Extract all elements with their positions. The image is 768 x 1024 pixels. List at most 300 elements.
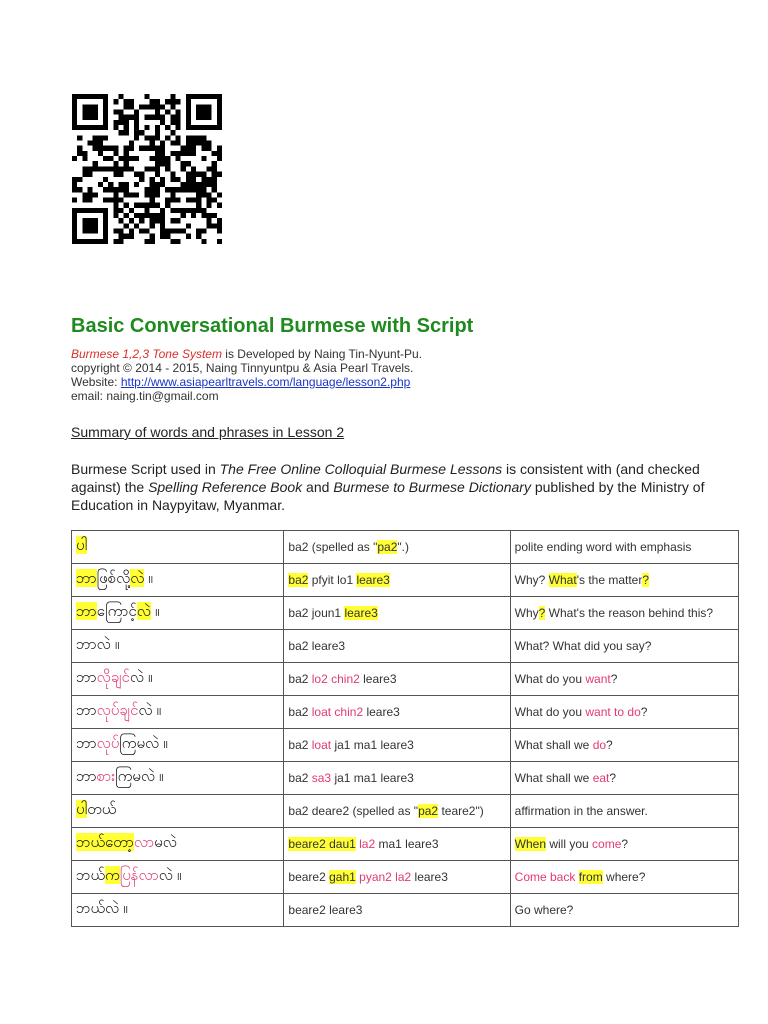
qr-module [212,161,217,166]
qr-module [103,120,108,125]
qr-module [191,182,196,187]
qr-module [212,125,217,130]
qr-module [103,234,108,239]
text-segment: ".) [397,540,409,554]
qr-module [113,125,118,130]
text-segment: ? [640,705,648,719]
qr-module [119,187,124,192]
qr-module [98,94,103,99]
qr-module [113,120,118,125]
qr-module [212,213,217,218]
qr-module [170,218,175,223]
text-segment: ba2 [288,738,312,752]
english-cell [510,894,738,927]
intro-paragraph [71,460,721,514]
qr-module [103,213,108,218]
qr-module [72,177,77,182]
qr-module [150,99,155,104]
qr-module [139,213,144,218]
qr-module [119,94,124,99]
qr-module [170,99,175,104]
burmese-cell-text [76,800,116,818]
burmese-cell-text [76,602,159,620]
burmese-cell-text [76,635,119,653]
romanization-cell-text [288,804,483,818]
text-segment: affirmation in the answer. [514,804,648,818]
qr-module [113,208,118,213]
english-cell [510,630,738,663]
text-segment: eat [592,771,610,785]
qr-module [186,115,191,120]
text-segment: When [514,837,547,851]
qr-module [175,156,180,161]
qr-module [170,94,175,99]
qr-module [144,203,149,208]
qr-module [212,94,217,99]
qr-module [150,177,155,182]
qr-module [124,125,129,130]
page-title: Basic Conversational Burmese with Script [71,315,474,337]
qr-module [150,192,155,197]
qr-module [160,223,165,228]
intro-book-1: The Free Online Colloquial Burmese Lessons [219,461,503,477]
text-segment: where? [602,870,646,884]
romanization-cell [284,564,510,597]
qr-module [160,151,165,156]
qr-module [201,156,206,161]
qr-module [119,156,124,161]
qr-module [113,172,118,177]
qr-module [175,197,180,202]
qr-module [175,99,180,104]
qr-module [124,130,129,135]
qr-module [82,172,87,177]
qr-module [72,99,77,104]
qr-module [119,239,124,244]
text-segment: What [548,573,577,587]
qr-module [186,208,191,213]
text-segment: gah1 [329,870,356,884]
qr-module [196,208,201,213]
qr-module [196,187,201,192]
qr-module [217,156,222,161]
text-segment: want to do [585,705,641,719]
qr-module [186,120,191,125]
qr-module [88,228,93,233]
qr-module [124,182,129,187]
table-row [72,861,739,894]
text-segment: Why? [514,573,549,587]
text-segment: leare3 [411,870,448,884]
qr-module [98,182,103,187]
qr-module [129,208,134,213]
qr-module [108,182,113,187]
qr-module [201,115,206,120]
intro-book-3: Burmese to Burmese Dictionary [333,479,531,495]
qr-module [77,146,82,151]
text-segment: ။ [114,635,120,653]
burmese-cell [72,861,284,894]
romanization-cell [284,597,510,630]
qr-module [72,110,77,115]
qr-module [191,187,196,192]
romanization-cell [284,861,510,894]
text-segment: beare2 leare3 [288,903,363,917]
qr-module [72,228,77,233]
qr-module [119,115,124,120]
text-segment: ။ [163,734,168,752]
text-segment: ။ [123,899,128,917]
qr-module [103,125,108,130]
qr-module [160,228,165,233]
qr-module [212,151,217,156]
text-segment: ? [642,573,650,587]
intro-text-1: Burmese Script used in [71,461,220,477]
qr-module [82,223,87,228]
qr-module [82,192,87,197]
english-cell [510,861,738,894]
qr-module [93,192,98,197]
text-segment: What? What did you say? [514,639,652,653]
qr-module [144,166,149,171]
text-segment: will you [546,837,593,851]
romanization-cell [284,729,510,762]
qr-module [72,104,77,109]
qr-module [134,213,139,218]
qr-module [124,99,129,104]
text-segment: လာ [133,833,155,851]
qr-module [72,197,77,202]
burmese-cell-text [76,866,181,884]
text-segment: လဲ [129,668,144,686]
text-segment: ba2 deare2 (spelled as " [288,804,419,818]
text-segment: 's the matter [576,573,643,587]
qr-module [170,115,175,120]
english-cell [510,828,738,861]
qr-module [206,141,211,146]
qr-module [155,156,160,161]
qr-module [144,115,149,120]
table-row [72,894,739,927]
qr-code-icon [72,94,222,244]
english-cell-text [515,771,616,785]
burmese-cell-text [76,899,128,917]
romanization-cell-text [288,738,413,752]
text-segment: Go where? [514,903,574,917]
qr-module [206,146,211,151]
qr-module [165,197,170,202]
romanization-cell [284,795,510,828]
text-segment: ? [621,837,629,851]
qr-module [113,197,118,202]
qr-module [186,223,191,228]
burmese-cell-text [76,701,161,719]
qr-module [93,115,98,120]
qr-module [196,197,201,202]
qr-module [119,182,124,187]
qr-module [93,94,98,99]
qr-module [129,234,134,239]
qr-module [206,223,211,228]
qr-module [160,141,165,146]
qr-module [103,104,108,109]
table-row [72,696,739,729]
qr-module [201,208,206,213]
qr-module [217,218,222,223]
qr-module [93,104,98,109]
text-segment: ။ [156,701,161,719]
text-segment: ba2 leare3 [288,639,346,653]
qr-module [175,115,180,120]
qr-module [77,177,82,182]
qr-module [186,135,191,140]
romanization-cell [284,531,510,564]
qr-module [93,228,98,233]
text-segment: la2 [359,837,376,851]
qr-module [181,161,186,166]
text-segment: ? [538,606,546,620]
qr-module [201,177,206,182]
qr-module [88,115,93,120]
qr-module [175,228,180,233]
qr-module [72,120,77,125]
qr-module [103,146,108,151]
qr-module [170,141,175,146]
qr-module [201,172,206,177]
burmese-cell-text [76,767,163,785]
qr-module [150,135,155,140]
qr-module [77,151,82,156]
qr-module [201,146,206,151]
qr-module [186,104,191,109]
english-cell-text [515,540,692,554]
qr-module [113,187,118,192]
table-row [72,762,739,795]
qr-module [129,218,134,223]
qr-module [155,151,160,156]
qr-module [82,166,87,171]
romanization-cell-text [288,573,389,587]
qr-module [165,161,170,166]
qr-module [196,141,201,146]
qr-module [165,125,170,130]
text-segment: လုပ် [96,734,120,752]
qr-module [165,135,170,140]
email-line: email: naing.tin@gmail.com [71,389,219,403]
text-segment: pa2 [377,540,398,554]
qr-module [160,208,165,213]
qr-module [82,156,87,161]
qr-module [113,166,118,171]
qr-module [217,151,222,156]
romanization-cell [284,762,510,795]
developed-by: is Developed by Naing Tin-Nyunt-Pu. [221,347,423,361]
qr-module [150,115,155,120]
qr-module [77,187,82,192]
qr-module [160,182,165,187]
text-segment: လဲ [158,866,173,884]
burmese-cell-text [76,569,153,587]
qr-module [181,182,186,187]
qr-module [82,151,87,156]
qr-module [217,203,222,208]
qr-module [134,192,139,197]
qr-module [191,94,196,99]
romanization-cell-text [288,606,377,620]
qr-module [175,151,180,156]
qr-module [93,223,98,228]
qr-module [72,223,77,228]
qr-module [170,197,175,202]
qr-module [129,141,134,146]
qr-module [206,104,211,109]
qr-module [155,110,160,115]
qr-module [88,223,93,228]
qr-module [124,166,129,171]
qr-module [139,104,144,109]
qr-module [217,146,222,151]
qr-module [113,239,118,244]
burmese-cell-text [76,833,177,851]
qr-module [217,125,222,130]
qr-module [191,213,196,218]
qr-module [124,203,129,208]
qr-module [206,192,211,197]
qr-module [88,172,93,177]
qr-module [150,223,155,228]
qr-module [181,228,186,233]
qr-module [124,187,129,192]
text-segment: ဘာလဲ [76,635,111,653]
qr-module [82,208,87,213]
text-segment: ba2 (spelled as " [288,540,378,554]
qr-module [186,141,191,146]
qr-module [124,234,129,239]
qr-module [113,192,118,197]
qr-module [103,110,108,115]
text-segment: တယ် [87,800,117,818]
qr-module [150,234,155,239]
qr-module [212,197,217,202]
qr-module [181,213,186,218]
website-link[interactable]: http://www.asiapearltravels.com/language/lesson2.php [120,375,411,389]
qr-module [82,110,87,115]
qr-module [98,239,103,244]
table-row [72,630,739,663]
qr-module [88,208,93,213]
qr-module [139,172,144,177]
text-segment: ဘာ [76,734,97,752]
qr-module [134,203,139,208]
text-segment: ba2 [288,771,312,785]
qr-module [155,99,160,104]
qr-module [186,182,191,187]
text-segment: lo2 chin2 [311,672,360,686]
text-segment: Come back [514,870,576,884]
qr-module [129,166,134,171]
qr-module [191,125,196,130]
qr-module [155,125,160,130]
qr-module [113,146,118,151]
qr-module [134,115,139,120]
qr-module [217,223,222,228]
text-segment: ။ [148,569,153,587]
qr-module [93,208,98,213]
qr-module [103,156,108,161]
qr-module [144,208,149,213]
qr-module [196,110,201,115]
romanization-cell-text [288,540,409,554]
qr-module [196,135,201,140]
text-segment: do [592,738,607,752]
qr-module [98,208,103,213]
qr-module [175,208,180,213]
qr-module [144,187,149,192]
text-segment: want [585,672,611,686]
tone-system-name: Burmese 1,2,3 Tone System [71,347,222,361]
table-row [72,795,739,828]
qr-module [72,94,77,99]
text-segment: ? [609,771,617,785]
qr-module [113,228,118,233]
english-cell-text [515,573,649,587]
text-segment: စား [96,767,116,785]
qr-module [165,187,170,192]
qr-module [181,146,186,151]
burmese-cell [72,729,284,762]
qr-module [170,104,175,109]
romanization-cell [284,894,510,927]
qr-module [196,172,201,177]
burmese-cell-text [76,734,168,752]
qr-module [170,192,175,197]
qr-module [155,115,160,120]
qr-module [206,203,211,208]
burmese-cell [72,564,284,597]
text-segment: ja1 ma1 leare3 [331,738,414,752]
qr-module [150,156,155,161]
qr-module [124,161,129,166]
romanization-cell-text [288,837,438,851]
qr-module [82,104,87,109]
qr-module [170,130,175,135]
text-segment: come [592,837,622,851]
qr-module [150,146,155,151]
text-segment: ။ [154,602,160,620]
qr-module [93,135,98,140]
qr-module [72,156,77,161]
qr-module [217,239,222,244]
qr-module [150,104,155,109]
qr-module [165,110,170,115]
qr-module [134,135,139,140]
qr-module [196,203,201,208]
qr-module [206,110,211,115]
intro-text-4: published by the Ministry of Education in Naypyitaw, Myanmar. [71,479,705,513]
burmese-cell [72,795,284,828]
qr-module [139,203,144,208]
qr-module [124,104,129,109]
qr-module [82,94,87,99]
romanization-cell-text [288,903,362,917]
qr-module [160,213,165,218]
qr-module [129,156,134,161]
qr-module [77,94,82,99]
qr-module [181,151,186,156]
qr-module [88,125,93,130]
qr-module [113,110,118,115]
intro-text-2: is consistent with (and checked against) the [71,461,700,495]
